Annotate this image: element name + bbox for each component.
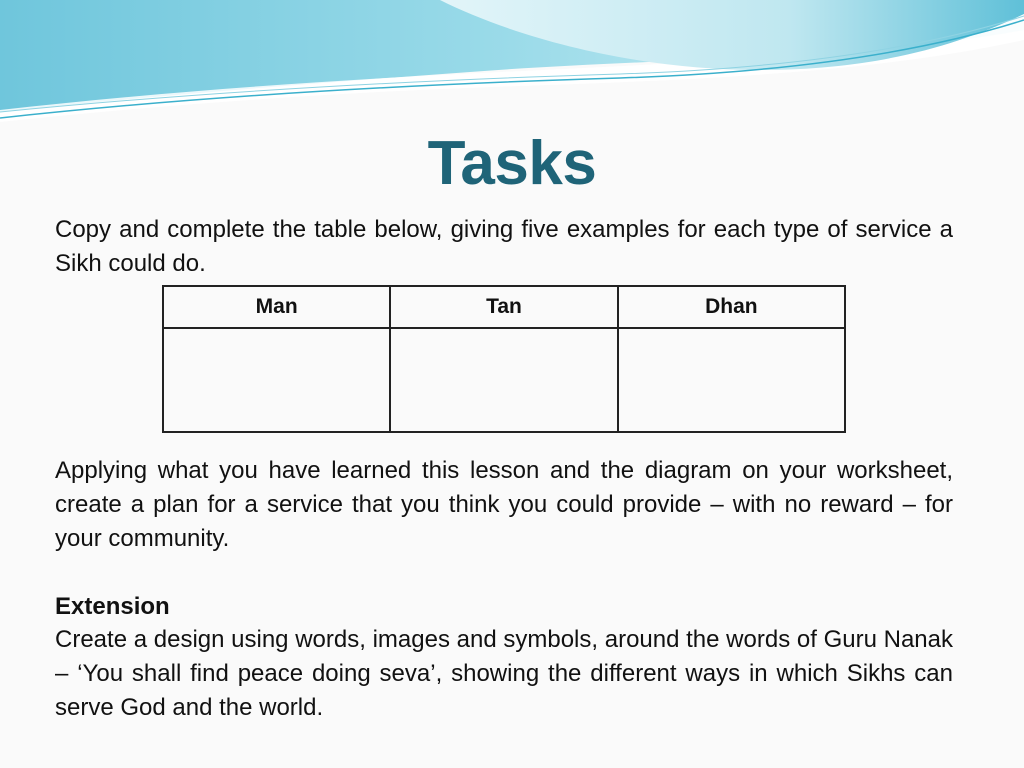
- column-header-tan: Tan: [390, 286, 617, 328]
- column-header-man: Man: [163, 286, 390, 328]
- column-header-dhan: Dhan: [618, 286, 845, 328]
- table-row: [163, 328, 845, 432]
- page-title: Tasks: [427, 129, 597, 198]
- table-header-row: [163, 286, 845, 328]
- header-wave-decoration: [0, 0, 1024, 130]
- table-cell-dhan: [618, 328, 845, 432]
- extension-heading: Extension: [55, 593, 170, 620]
- extension-paragraph: Create a design using words, images and symbols, around the words of Guru Nanak – ‘You shall find peace doing seva’, showing the different ways in which Sikhs can serve God and the world.: [55, 626, 953, 721]
- plan-task-paragraph: Applying what you have learned this lesson and the diagram on your worksheet, create a plan for a service that you think you could provide – with no reward – for your community.: [55, 457, 953, 552]
- table-cell-tan: [390, 328, 617, 432]
- table-cell-man: [163, 328, 390, 432]
- task-instructions: Copy and complete the table below, giving five examples for each type of service a Sikh could do.: [55, 216, 953, 277]
- service-table: [162, 285, 846, 433]
